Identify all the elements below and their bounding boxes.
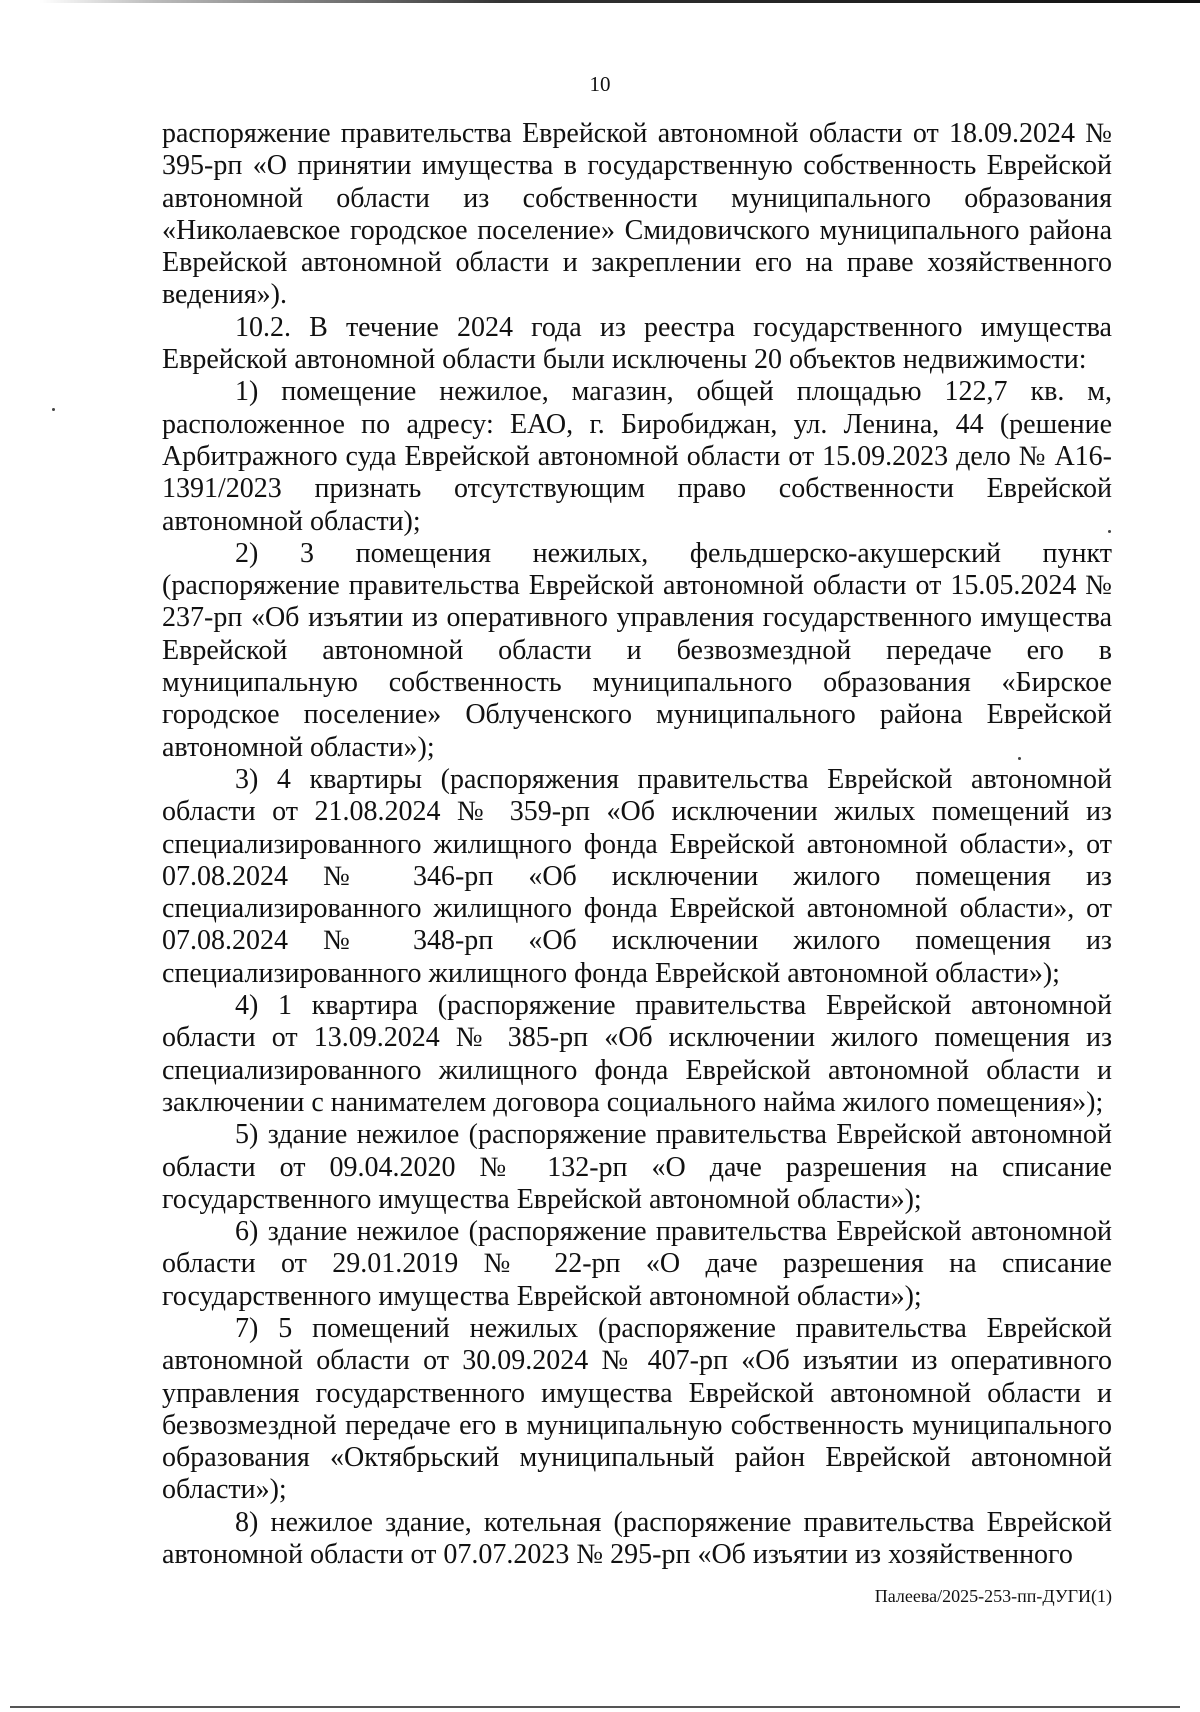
scan-edge-bottom [10,1706,1180,1708]
document-body [162,118,1112,1571]
paragraph-section-10-2: 10.2. В течение 2024 года из реестра государственного имущества Еврейской автономной области были исключены 20 объектов недвижимости: [162,311,1112,376]
list-item-3: 3) 4 квартиры (распоряжения правительства Еврейской автономной области от 21.08.2024 № 359-рп «Об исключении жилых помещений из специализированного жилищного фонда Еврейской автономной области», от 07.08.2024 № 346-рп «Об исключении жилого помещения из специализированного жилищного фонда Еврейской автономной области», от 07.08.2024 № 348-рп «Об исключении жилого помещения из специализированного жилищного фонда Еврейской автономной области»); [162,763,1112,989]
list-item-7: 7) 5 помещений нежилых (распоряжение правительства Еврейской автономной области от 30.09.2024 № 407-рп «Об изъятии из оперативного управления государственного имущества Еврейской автономной области и безвозмездной передаче его в муниципальную собственность муниципального образования «Октябрьский муниципальный район Еврейской автономной области»); [162,1312,1112,1506]
scan-speck [52,408,55,411]
paragraph-continuation: распоряжение правительства Еврейской автономной области от 18.09.2024 № 395-рп «О принятии имущества в государственную собственность Еврейской автономной области из собственности муниципального образования «Николаевское городское поселение» Смидовичского муниципального района Еврейской автономной области и закреплении его на праве хозяйственного ведения»). [162,118,1112,311]
page-number: 10 [589,72,611,96]
scan-edge-top [40,0,1200,3]
list-item-2: 2) 3 помещения нежилых, фельдшерско-акушерский пункт (распоряжение правительства Еврейской автономной области от 15.05.2024 № 237-рп «Об изъятии из оперативного управления государственного имущества Еврейской автономной области и безвозмездной передаче его в муниципальную собственность муниципального образования «Бирское городское поселение» Облученского муниципального района Еврейской автономной области»); [162,537,1112,763]
list-item-6: 6) здание нежилое (распоряжение правительства Еврейской автономной области от 29.01.2019 № 22-рп «О даче разрешения на списание государственного имущества Еврейской автономной области»); [162,1216,1112,1312]
list-item-4: 4) 1 квартира (распоряжение правительства Еврейской автономной области от 13.09.2024 № 385-рп «Об исключении жилого помещения из специализированного жилищного фонда Еврейской автономной области и заключении с нанимателем договора социального найма жилого помещения»); [162,990,1112,1118]
list-item-5: 5) здание нежилое (распоряжение правительства Еврейской автономной области от 09.04.2020 № 132-рп «О даче разрешения на списание государственного имущества Еврейской автономной области»); [162,1119,1112,1215]
document-reference: Палеева/2025-253-пп-ДУГИ(1) [874,1586,1112,1606]
list-item-1: 1) помещение нежилое, магазин, общей площадью 122,7 кв. м, расположенное по адресу: ЕАО, г. Биробиджан, ул. Ленина, 44 (решение Арбитражного суда Еврейской автономной области от 15.09.2023 дело № А16-1391/2023 признать отсутствующим право собственности Еврейской автономной области); [162,376,1112,537]
list-item-8: 8) нежилое здание, котельная (распоряжение правительства Еврейской автономной области от 07.07.2023 № 295-рп «Об изъятии из хозяйственного [162,1506,1112,1571]
